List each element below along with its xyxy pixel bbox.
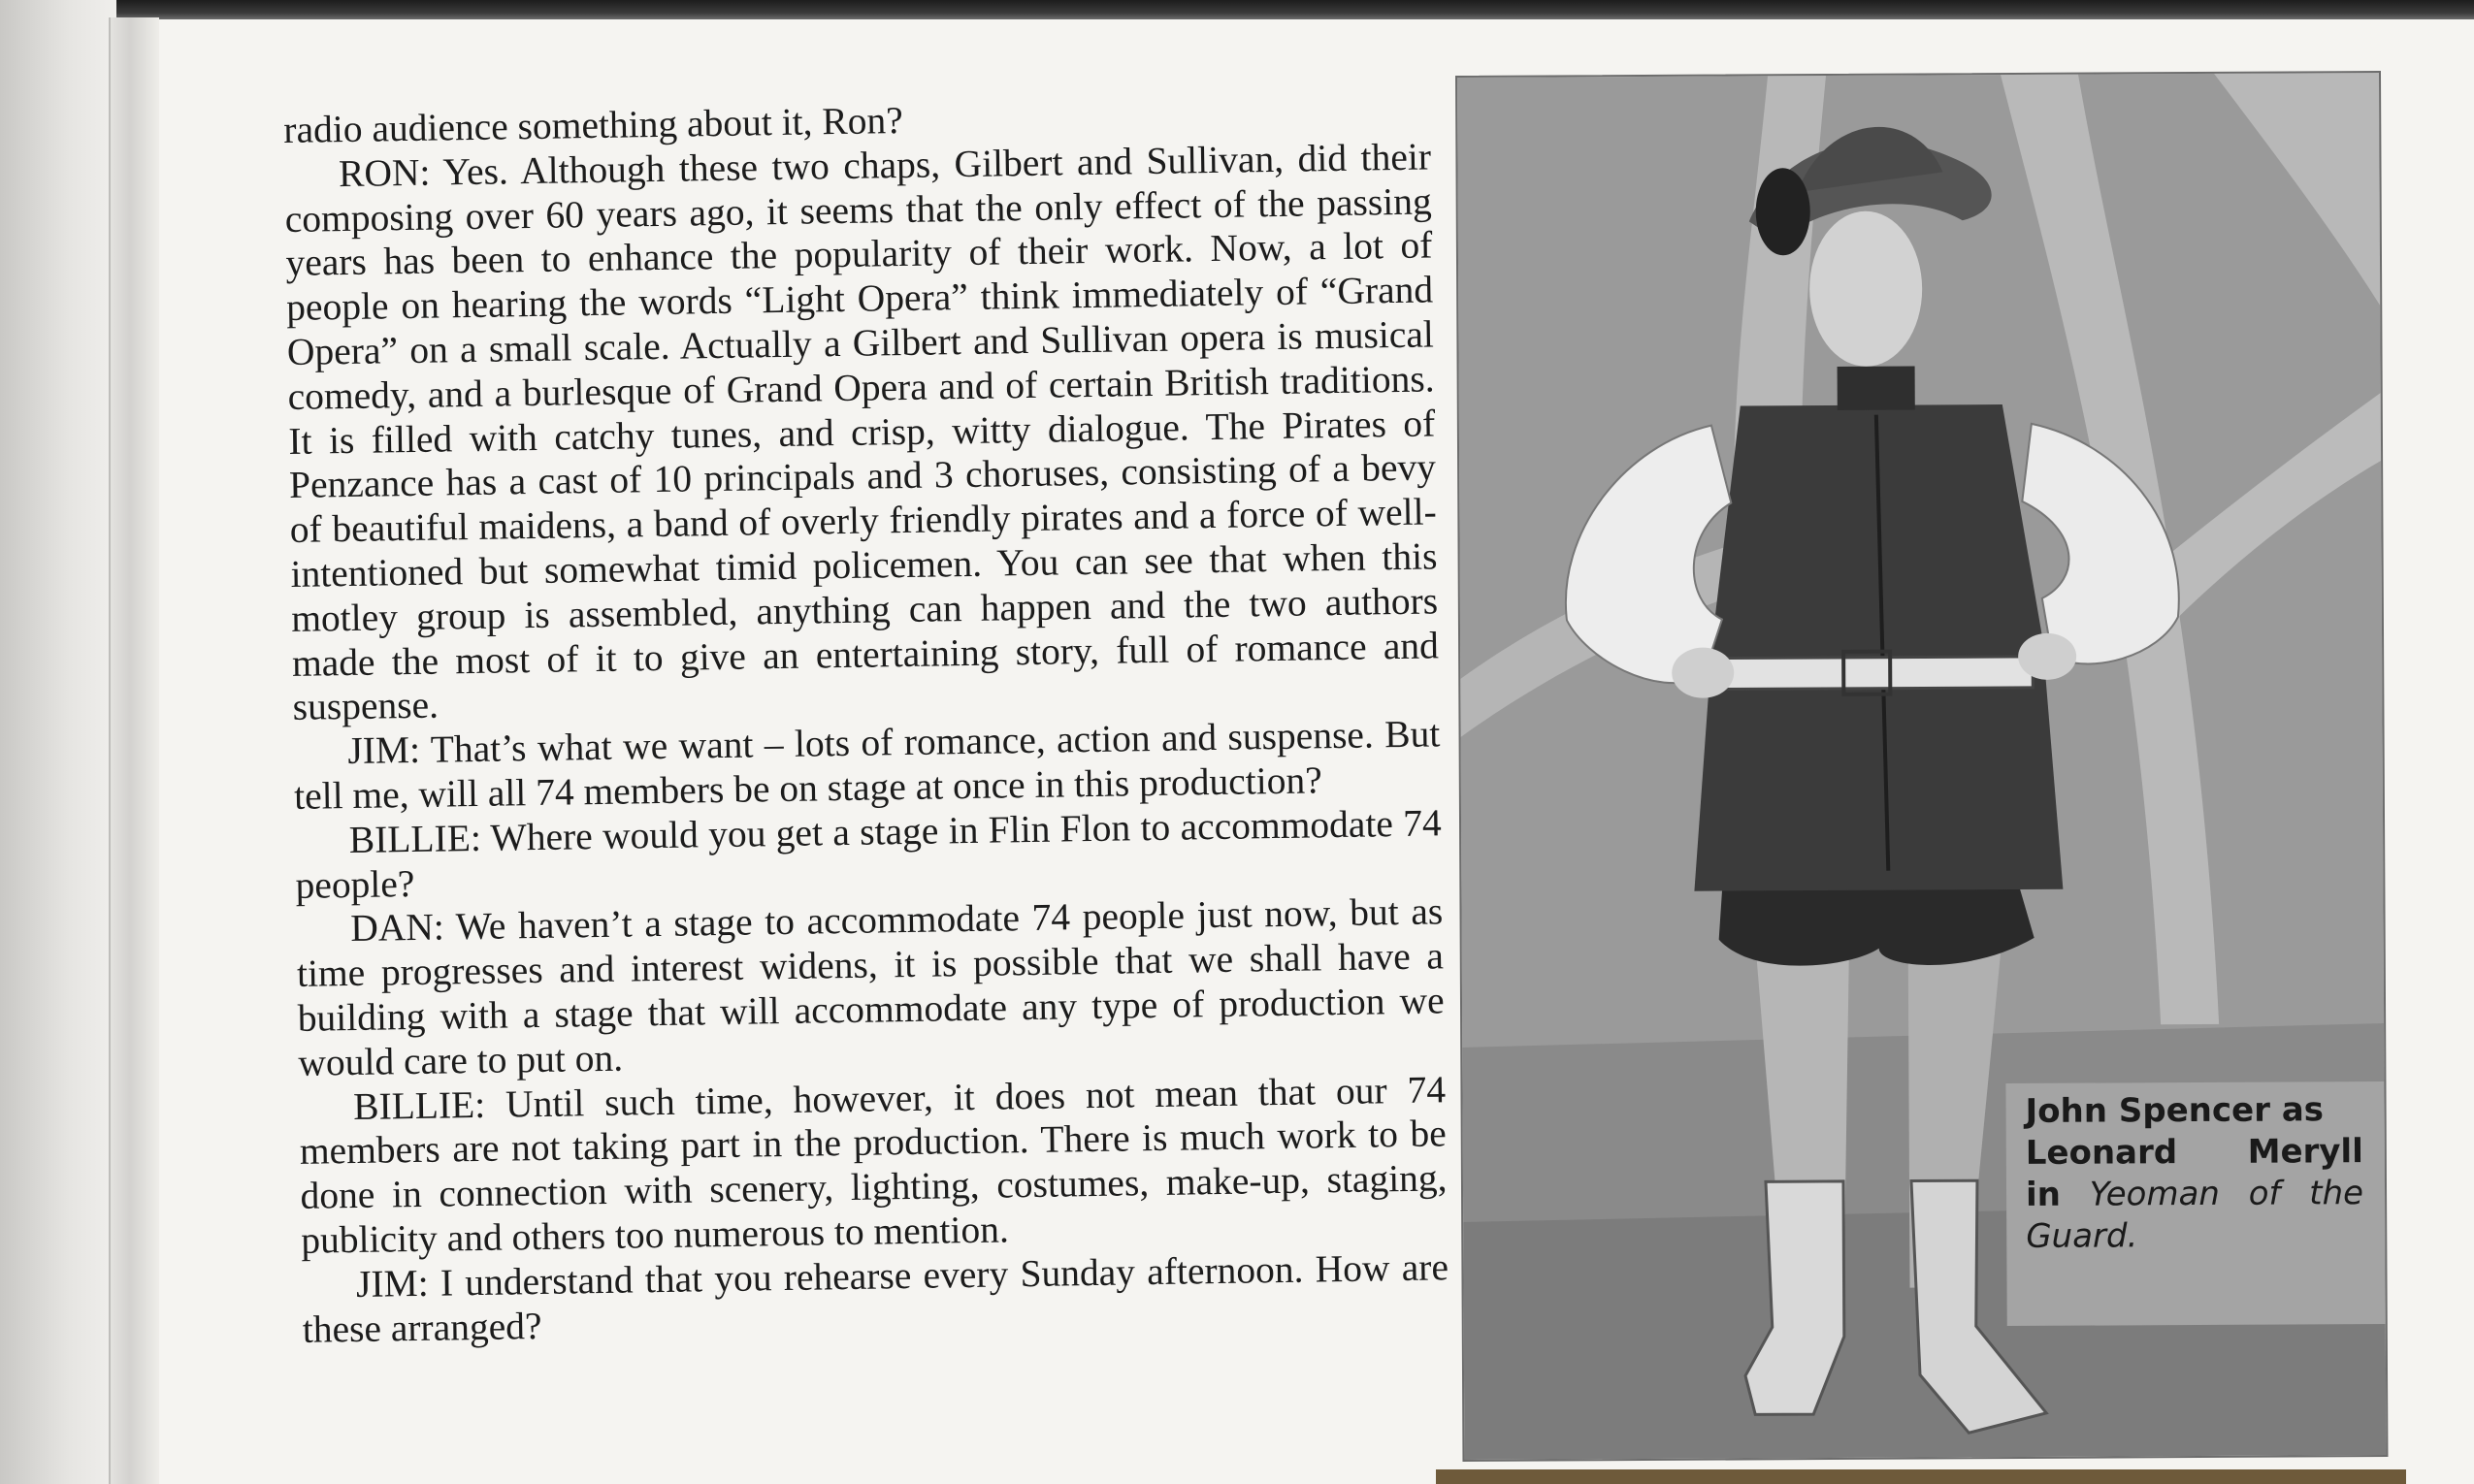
performer-photo bbox=[1455, 71, 2388, 1462]
scan-left-shadow bbox=[0, 0, 116, 1484]
caption-line: Guard. bbox=[2026, 1216, 2138, 1256]
caption-title-word: Yeoman bbox=[2089, 1174, 2221, 1214]
book-spine bbox=[109, 17, 159, 1484]
caption-word: Leonard bbox=[2025, 1133, 2178, 1173]
caption-line: John Spencer as bbox=[2025, 1090, 2325, 1131]
article-paragraph: RON: Yes. Although these two chaps, Gilbert and Sullivan, did their composing over 60 years ago, it seems that the only effect of the passing years has been to enhance the popularity of their work. Now, a lot of people on hearing the words “Light Opera” think immediately of “Grand Opera” on a small scale. Actually a Gilbert and Sullivan opera is musical comedy, and a burlesque of Grand Opera and of certain British traditions. It is filled with catchy tunes, and crisp, witty dialogue. The Pirates of Penzance has a cast of 10 principals and 3 choruses, consisting of a bevy of beautiful maidens, a band of overly friendly pirates and a force of well-intentioned but somewhat timid policemen. You can see that when this motley group is assembled, anything can happen and the two authors made the most of it to give an entertaining story, full of romance and suspense. bbox=[284, 135, 1440, 729]
caption-title-word: of bbox=[2248, 1174, 2281, 1213]
caption-word: in bbox=[2025, 1175, 2062, 1214]
article-paragraph: DAN: We haven’t a stage to accommodate 74 people just now, but as time progresses and interest widens, it is possible that we shall have a building with a stage that will accommodate any type of production we would care to put on. bbox=[296, 889, 1445, 1084]
caption-line bbox=[2026, 1173, 2363, 1216]
article-paragraph: radio audience something about it, Ron? bbox=[283, 98, 904, 151]
caption-title-word: the bbox=[2309, 1174, 2364, 1213]
caption-word: Meryll bbox=[2247, 1132, 2363, 1172]
article-paragraph: JIM: I understand that you rehearse every Sunday afternoon. How are these arranged? bbox=[302, 1245, 1449, 1351]
article-text-column bbox=[283, 90, 1451, 1461]
article-paragraph: JIM: That’s what we want – lots of romance, action and suspense. But tell me, will all 74 members be on stage at once in this production? bbox=[293, 712, 1441, 818]
next-page-edge bbox=[1436, 1469, 2406, 1484]
article-paragraph: BILLIE: Where would you get a stage in Flin Flon to accommodate 74 people? bbox=[295, 801, 1443, 907]
photo-caption bbox=[2025, 1089, 2363, 1258]
article-paragraph: BILLIE: Until such time, however, it does not mean that our 74 members are not taking part in the production. There is much work to be done in connection with scenery, lighting, costumes, make-up, staging, publicity and others too numerous to mention. bbox=[299, 1067, 1448, 1262]
caption-line bbox=[2026, 1131, 2363, 1175]
scan-top-edge bbox=[0, 0, 2474, 21]
